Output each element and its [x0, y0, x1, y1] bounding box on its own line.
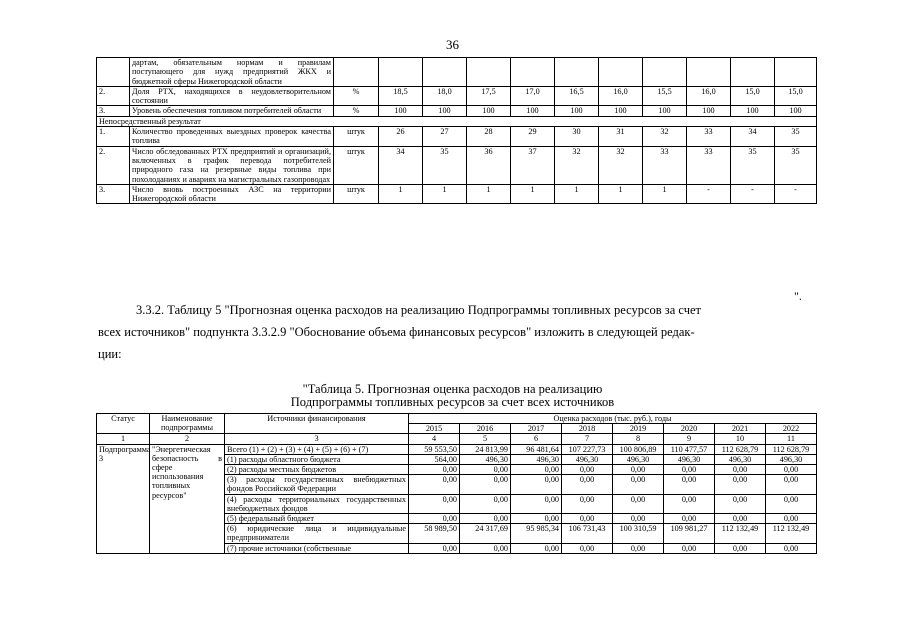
value-cell: 32: [643, 127, 687, 147]
amount-cell: 59 553,50: [409, 444, 460, 454]
subheading-cell: Непосредственный результат: [97, 116, 817, 126]
unit-cell: %: [334, 86, 379, 106]
amount-cell: 0,00: [664, 475, 715, 494]
table-subheading-row: [97, 116, 817, 126]
value-cell: 1: [423, 184, 467, 204]
year-header: 2017: [511, 424, 562, 434]
value-cell: 27: [423, 127, 467, 147]
amount-cell: 564,00: [409, 454, 460, 464]
amount-cell: 0,00: [766, 543, 817, 553]
value-cell: 1: [555, 184, 599, 204]
value-cell: 36: [467, 146, 511, 184]
unit-cell: штук: [334, 127, 379, 147]
table-row: [97, 127, 817, 147]
amount-cell: 24 813,99: [460, 444, 511, 454]
value-cell: 17,0: [511, 86, 555, 106]
unit-cell: [334, 58, 379, 87]
amount-cell: 112 628,79: [715, 444, 766, 454]
amount-cell: 0,00: [766, 494, 817, 513]
amount-cell: 109 981,27: [664, 524, 715, 543]
header-status: Статус: [97, 414, 150, 434]
source-cell: (1) расходы областного бюджета: [225, 454, 409, 464]
subprogram-name-cell: "Энергетическая безопасность в сфере использования топливных ресурсов": [150, 444, 225, 553]
amount-cell: 100 310,59: [613, 524, 664, 543]
value-cell: 28: [467, 127, 511, 147]
header-estimate: Оценка расходов (тыс. руб.), годы: [409, 414, 817, 424]
value-cell: 33: [687, 146, 731, 184]
amount-cell: 0,00: [613, 494, 664, 513]
year-header: 2016: [460, 424, 511, 434]
value-cell: 100: [643, 106, 687, 116]
value-cell: 18,0: [423, 86, 467, 106]
amount-cell: 0,00: [562, 543, 613, 553]
value-cell: 15,0: [775, 86, 817, 106]
amount-cell: 0,00: [664, 543, 715, 553]
table-row: [97, 444, 817, 454]
value-cell: [643, 58, 687, 87]
amount-cell: 96 481,64: [511, 444, 562, 454]
value-cell: 26: [379, 127, 423, 147]
amount-cell: 0,00: [613, 514, 664, 524]
column-number: 8: [613, 434, 664, 444]
value-cell: 1: [599, 184, 643, 204]
amount-cell: 496,30: [664, 454, 715, 464]
value-cell: 100: [775, 106, 817, 116]
amount-cell: 0,00: [511, 494, 562, 513]
amount-cell: 0,00: [409, 543, 460, 553]
amount-cell: 95 985,34: [511, 524, 562, 543]
value-cell: 34: [379, 146, 423, 184]
value-cell: [599, 58, 643, 87]
amount-cell: 0,00: [613, 475, 664, 494]
value-cell: 100: [423, 106, 467, 116]
value-cell: 15,5: [643, 86, 687, 106]
value-cell: 35: [775, 146, 817, 184]
row-number: 2.: [97, 146, 130, 184]
indicator-name: дартам, обязательным нормам и правилам поступающего для нужд предприятий ЖКХ и бюджетной сферы Нижегородской области: [130, 58, 334, 87]
column-number: 10: [715, 434, 766, 444]
value-cell: 16,0: [599, 86, 643, 106]
value-cell: 29: [511, 127, 555, 147]
value-cell: 18,5: [379, 86, 423, 106]
amount-cell: 0,00: [715, 514, 766, 524]
column-number: 9: [664, 434, 715, 444]
table5-title-line-1: "Таблица 5. Прогнозная оценка расходов на реализацию: [302, 382, 603, 396]
amount-cell: 0,00: [562, 475, 613, 494]
indicator-name: Количество проведенных выездных проверок качества топлива: [130, 127, 334, 147]
unit-cell: штук: [334, 146, 379, 184]
amount-cell: 496,30: [460, 454, 511, 464]
amount-cell: 100 806,89: [613, 444, 664, 454]
table5-header-row-1: [97, 414, 817, 424]
amount-cell: 0,00: [664, 514, 715, 524]
amount-cell: 496,30: [613, 454, 664, 464]
paragraph-line-2: всех источников" подпункта 3.3.2.9 "Обоснование объема финансовых ресурсов" изложить в следующей редак-: [98, 325, 695, 339]
year-header: 2021: [715, 424, 766, 434]
value-cell: 34: [731, 127, 775, 147]
table-row: [97, 58, 817, 87]
year-header: 2018: [562, 424, 613, 434]
amount-cell: 0,00: [409, 465, 460, 475]
amount-cell: 0,00: [460, 475, 511, 494]
table5-title-line-2: Подпрограммы топливных ресурсов за счет всех источников: [290, 395, 615, 409]
row-number: 3.: [97, 106, 130, 116]
amendment-paragraph: [98, 299, 820, 365]
value-cell: 32: [555, 146, 599, 184]
source-cell: (6) юридические лица и индивидуальные предприниматели: [225, 524, 409, 543]
amount-cell: 0,00: [715, 475, 766, 494]
row-number: 3.: [97, 184, 130, 204]
amount-cell: 0,00: [562, 465, 613, 475]
amount-cell: 112 132,49: [766, 524, 817, 543]
value-cell: 35: [423, 146, 467, 184]
amount-cell: 110 477,57: [664, 444, 715, 454]
amount-cell: 24 317,69: [460, 524, 511, 543]
value-cell: [731, 58, 775, 87]
source-cell: (7) прочие источники (собственные: [225, 543, 409, 553]
table-row: [97, 106, 817, 116]
closing-quote: ".: [794, 289, 802, 303]
value-cell: 1: [379, 184, 423, 204]
paragraph-line-3: ции:: [98, 347, 122, 361]
amount-cell: 0,00: [562, 494, 613, 513]
amount-cell: 496,30: [511, 454, 562, 464]
value-cell: [775, 58, 817, 87]
value-cell: 15,0: [731, 86, 775, 106]
year-header: 2020: [664, 424, 715, 434]
year-header: 2019: [613, 424, 664, 434]
value-cell: 16,5: [555, 86, 599, 106]
amount-cell: 0,00: [460, 514, 511, 524]
indicator-name: Число вновь построенных АЗС на территории Нижегородской области: [130, 184, 334, 204]
value-cell: [511, 58, 555, 87]
value-cell: 31: [599, 127, 643, 147]
header-sources: Источники финансирования: [225, 414, 409, 434]
amount-cell: 0,00: [409, 494, 460, 513]
amount-cell: 0,00: [409, 514, 460, 524]
value-cell: [687, 58, 731, 87]
source-cell: (2) расходы местных бюджетов: [225, 465, 409, 475]
expenses-table: [96, 413, 817, 554]
value-cell: 17,5: [467, 86, 511, 106]
amount-cell: 0,00: [766, 514, 817, 524]
amount-cell: 0,00: [409, 475, 460, 494]
amount-cell: 496,30: [766, 454, 817, 464]
source-cell: (4) расходы территориальных государственных внебюджетных фондов: [225, 494, 409, 513]
value-cell: 32: [599, 146, 643, 184]
amount-cell: 0,00: [613, 543, 664, 553]
amount-cell: 112 132,49: [715, 524, 766, 543]
amount-cell: 496,30: [562, 454, 613, 464]
amount-cell: 0,00: [511, 465, 562, 475]
year-header: 2022: [766, 424, 817, 434]
amount-cell: 0,00: [460, 465, 511, 475]
amount-cell: 0,00: [664, 494, 715, 513]
amount-cell: 106 731,43: [562, 524, 613, 543]
value-cell: [379, 58, 423, 87]
column-number: 2: [150, 434, 225, 444]
amount-cell: 0,00: [460, 543, 511, 553]
source-cell: Всего (1) + (2) + (3) + (4) + (5) + (6) + (7): [225, 444, 409, 454]
source-cell: (3) расходы государственных внебюджетных фондов Российской Федерации: [225, 475, 409, 494]
value-cell: 1: [511, 184, 555, 204]
column-number: 6: [511, 434, 562, 444]
unit-cell: %: [334, 106, 379, 116]
table5-column-numbers: [97, 434, 817, 444]
amount-cell: 0,00: [664, 465, 715, 475]
value-cell: 100: [555, 106, 599, 116]
source-cell: (5) федеральный бюджет: [225, 514, 409, 524]
page-number: 36: [446, 37, 459, 52]
amount-cell: 58 989,50: [409, 524, 460, 543]
column-number: 3: [225, 434, 409, 444]
year-header: 2015: [409, 424, 460, 434]
amount-cell: 0,00: [511, 543, 562, 553]
value-cell: -: [731, 184, 775, 204]
value-cell: 100: [687, 106, 731, 116]
value-cell: 35: [775, 127, 817, 147]
column-number: 4: [409, 434, 460, 444]
value-cell: -: [687, 184, 731, 204]
value-cell: 35: [731, 146, 775, 184]
paragraph-line-1: 3.3.2. Таблицу 5 "Прогнозная оценка расходов на реализацию Подпрограммы топливных ресурсов за счет: [136, 303, 702, 317]
indicator-name: Число обследованных РТХ предприятий и организаций, включенных в график перевода потребителей природного газа на резервные виды топлива при похолоданиях и авариях на магистральных газопроводах: [130, 146, 334, 184]
column-number: 11: [766, 434, 817, 444]
amount-cell: 107 227,73: [562, 444, 613, 454]
indicator-name: Уровень обеспечения топливом потребителей области: [130, 106, 334, 116]
table-row: [97, 184, 817, 204]
column-number: 5: [460, 434, 511, 444]
value-cell: 1: [467, 184, 511, 204]
column-number: 1: [97, 434, 150, 444]
amount-cell: 0,00: [460, 494, 511, 513]
amount-cell: 0,00: [613, 465, 664, 475]
indicator-name: Доля РТХ, находящихся в неудовлетворительном состоянии: [130, 86, 334, 106]
value-cell: 100: [379, 106, 423, 116]
amount-cell: 0,00: [766, 475, 817, 494]
indicators-table: [96, 57, 817, 204]
value-cell: [555, 58, 599, 87]
amount-cell: 0,00: [562, 514, 613, 524]
amount-cell: 0,00: [766, 465, 817, 475]
value-cell: 33: [687, 127, 731, 147]
amount-cell: 496,30: [715, 454, 766, 464]
amount-cell: 112 628,79: [766, 444, 817, 454]
row-number: 2.: [97, 86, 130, 106]
amount-cell: 0,00: [715, 543, 766, 553]
value-cell: [423, 58, 467, 87]
table-row: [97, 146, 817, 184]
value-cell: 100: [599, 106, 643, 116]
amount-cell: 0,00: [511, 514, 562, 524]
header-subprogram-name: Наименование подпрограммы: [150, 414, 225, 434]
value-cell: 33: [643, 146, 687, 184]
value-cell: [467, 58, 511, 87]
value-cell: -: [775, 184, 817, 204]
value-cell: 16,0: [687, 86, 731, 106]
amount-cell: 0,00: [511, 475, 562, 494]
table5-title: [0, 383, 905, 409]
value-cell: 30: [555, 127, 599, 147]
value-cell: 100: [511, 106, 555, 116]
value-cell: 1: [643, 184, 687, 204]
row-number: 1.: [97, 127, 130, 147]
amount-cell: 0,00: [715, 494, 766, 513]
table-row: [97, 86, 817, 106]
value-cell: 37: [511, 146, 555, 184]
value-cell: 100: [467, 106, 511, 116]
status-cell: Подпрограмма 3: [97, 444, 150, 553]
unit-cell: штук: [334, 184, 379, 204]
amount-cell: 0,00: [715, 465, 766, 475]
row-number: [97, 58, 130, 87]
column-number: 7: [562, 434, 613, 444]
value-cell: 100: [731, 106, 775, 116]
